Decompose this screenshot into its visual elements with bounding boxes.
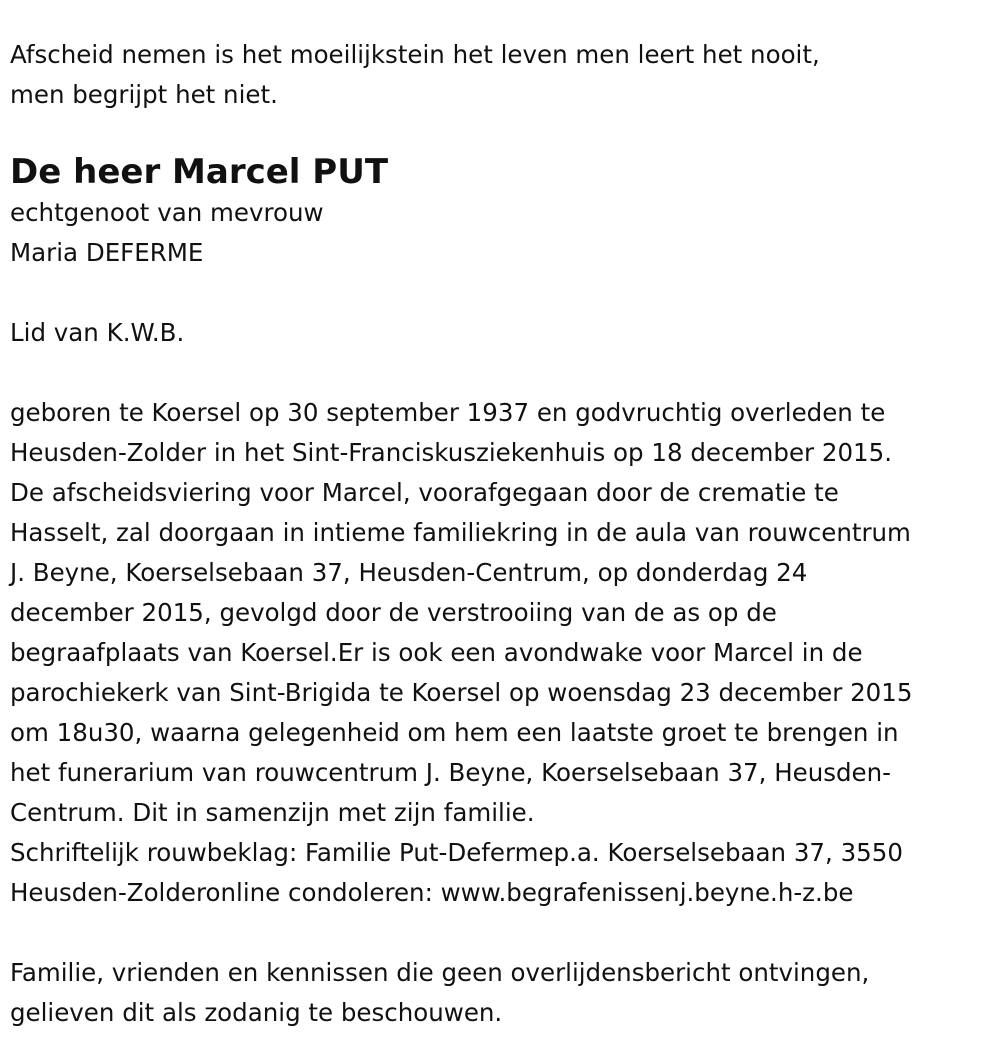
body-line: het funerarium van rouwcentrum J. Beyne, Koerselsebaan 37, Heusden- xyxy=(10,758,891,787)
body-line: december 2015, gevolgd door de verstrooiing van de as op de xyxy=(10,598,777,627)
membership-line: Lid van K.W.B. xyxy=(10,318,185,347)
body-line: De afscheidsviering voor Marcel, voorafgegaan door de crematie te xyxy=(10,478,839,507)
spacer xyxy=(10,115,990,137)
online-condolence-line: Heusden-Zolderonline condoleren: www.begrafenissenj.beyne.h-z.be xyxy=(10,878,854,907)
spouse-line-2: Maria DEFERME xyxy=(10,238,204,267)
body-line: Hasselt, zal doorgaan in intieme familiekring in de aula van rouwcentrum xyxy=(10,518,911,547)
body-line: geboren te Koersel op 30 september 1937 en godvruchtig overleden te xyxy=(10,398,886,427)
closing-note xyxy=(10,953,990,1033)
spacer xyxy=(10,273,990,313)
spacer xyxy=(10,913,990,953)
intro-line-2: men begrijpt het niet. xyxy=(10,80,278,109)
intro-quote xyxy=(10,35,990,115)
intro-line-1: Afscheid nemen is het moeilijkstein het leven men leert het nooit, xyxy=(10,40,820,69)
obituary-body xyxy=(10,393,990,913)
body-line: om 18u30, waarna gelegenheid om hem een laatste groet te brengen in xyxy=(10,718,899,747)
spouse-info xyxy=(10,193,990,273)
body-line: parochiekerk van Sint-Brigida te Koersel op woensdag 23 december 2015 xyxy=(10,678,913,707)
spouse-line-1: echtgenoot van mevrouw xyxy=(10,198,324,227)
spacer xyxy=(10,353,990,393)
closing-line-2: gelieven dit als zodanig te beschouwen. xyxy=(10,998,503,1027)
condolence-address-line: Schriftelijk rouwbeklag: Familie Put-Defermep.a. Koerselsebaan 37, 3550 xyxy=(10,838,903,867)
body-line: Heusden-Zolder in het Sint-Franciskusziekenhuis op 18 december 2015. xyxy=(10,438,893,467)
body-line: Centrum. Dit in samenzijn met zijn familie. xyxy=(10,798,535,827)
body-line: J. Beyne, Koerselsebaan 37, Heusden-Centrum, op donderdag 24 xyxy=(10,558,808,587)
deceased-name-title: De heer Marcel PUT xyxy=(10,152,389,192)
closing-line-1: Familie, vrienden en kennissen die geen overlijdensbericht ontvingen, xyxy=(10,958,870,987)
body-line: begraafplaats van Koersel.Er is ook een avondwake voor Marcel in de xyxy=(10,638,863,667)
